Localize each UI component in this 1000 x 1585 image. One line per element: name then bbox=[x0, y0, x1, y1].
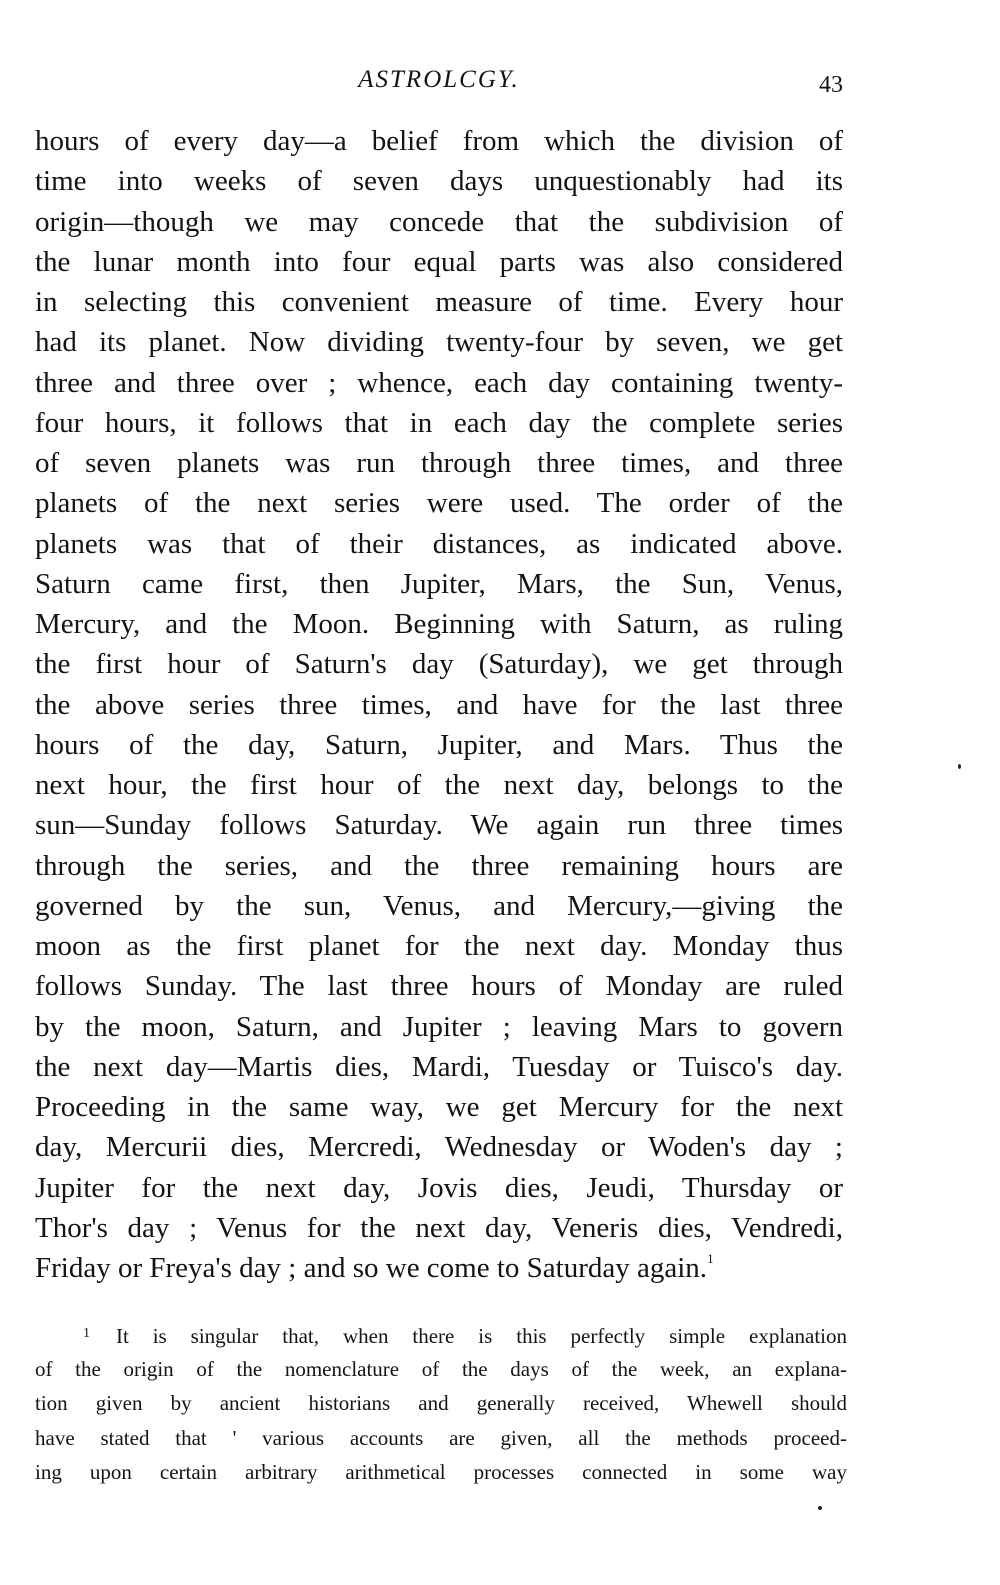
footnote-line: have stated that ' various accounts are given, all the methods proceed- bbox=[35, 1425, 847, 1450]
running-head bbox=[35, 66, 843, 106]
text-line: in selecting this convenient measure of time. Every hour bbox=[35, 286, 843, 318]
text-line: governed by the sun, Venus, and Mercury,—giving the bbox=[35, 889, 843, 922]
text-line-last bbox=[35, 1248, 843, 1288]
footnote-line: of the origin of the nomenclature of the days of the week, an explana- bbox=[35, 1356, 847, 1381]
footnote-line: ing upon certain arbitrary arithmetical processes connected in some way bbox=[35, 1460, 847, 1484]
margin-speck bbox=[958, 764, 961, 769]
text-line: Proceeding in the same way, we get Mercury for the next bbox=[35, 1091, 843, 1123]
text-line: follows Sunday. The last three hours of Monday are ruled bbox=[35, 970, 843, 1003]
text-line: Jupiter for the next day, Jovis dies, Jeudi, Thursday or bbox=[35, 1171, 843, 1204]
text-line-last-content: Friday or Freya's day ; and so we come to Saturday again. bbox=[35, 1252, 708, 1284]
text-line: four hours, it follows that in each day the complete series bbox=[35, 406, 843, 439]
running-title: ASTROLCGY. bbox=[358, 66, 520, 93]
text-line: next hour, the first hour of the next day, belongs to the bbox=[35, 769, 843, 801]
text-line: sun—Sunday follows Saturday. We again run three times bbox=[35, 809, 843, 842]
text-line: origin—though we may concede that the subdivision of bbox=[35, 205, 843, 238]
text-line: of seven planets was run through three times, and three bbox=[35, 447, 843, 479]
text-line: three and three over ; whence, each day containing twenty- bbox=[35, 366, 843, 399]
text-line: the first hour of Saturn's day (Saturday), we get through bbox=[35, 648, 843, 681]
text-line: through the series, and the three remaining hours are bbox=[35, 849, 843, 882]
text-line: the above series three times, and have for the last three bbox=[35, 688, 843, 721]
text-line: moon as the first planet for the next day. Monday thus bbox=[35, 930, 843, 962]
margin-speck bbox=[818, 1506, 822, 1510]
footnote-marker: 1 bbox=[83, 1326, 90, 1341]
text-line: Thor's day ; Venus for the next day, Veneris dies, Vendredi, bbox=[35, 1211, 843, 1244]
footnote-line bbox=[35, 1317, 847, 1352]
text-line: planets was that of their distances, as indicated above. bbox=[35, 527, 843, 560]
text-line: had its planet. Now dividing twenty-four by seven, we get bbox=[35, 326, 843, 359]
text-line: hours of every day—a belief from which the division of bbox=[35, 125, 843, 157]
footnote-line-content: It is singular that, when there is this perfectly simple explanation bbox=[115, 1324, 847, 1348]
footnote-reference: 1 bbox=[707, 1251, 714, 1266]
footnote bbox=[35, 1317, 847, 1490]
text-line: Saturn came first, then Jupiter, Mars, the Sun, Venus, bbox=[35, 567, 843, 600]
text-line: hours of the day, Saturn, Jupiter, and Mars. Thus the bbox=[35, 728, 843, 761]
text-line: day, Mercurii dies, Mercredi, Wednesday or Woden's day ; bbox=[35, 1131, 843, 1164]
text-line: planets of the next series were used. The order of the bbox=[35, 487, 843, 520]
text-line: by the moon, Saturn, and Jupiter ; leaving Mars to govern bbox=[35, 1010, 843, 1043]
footnote-line: tion given by ancient historians and generally received, Whewell should bbox=[35, 1391, 847, 1415]
text-line: time into weeks of seven days unquestionably had its bbox=[35, 165, 843, 198]
text-line: Mercury, and the Moon. Beginning with Saturn, as ruling bbox=[35, 608, 843, 640]
body-text bbox=[35, 121, 843, 1288]
text-line: the next day—Martis dies, Mardi, Tuesday or Tuisco's day. bbox=[35, 1050, 843, 1083]
text-line: the lunar month into four equal parts was also considered bbox=[35, 245, 843, 278]
page-number: 43 bbox=[819, 72, 843, 98]
